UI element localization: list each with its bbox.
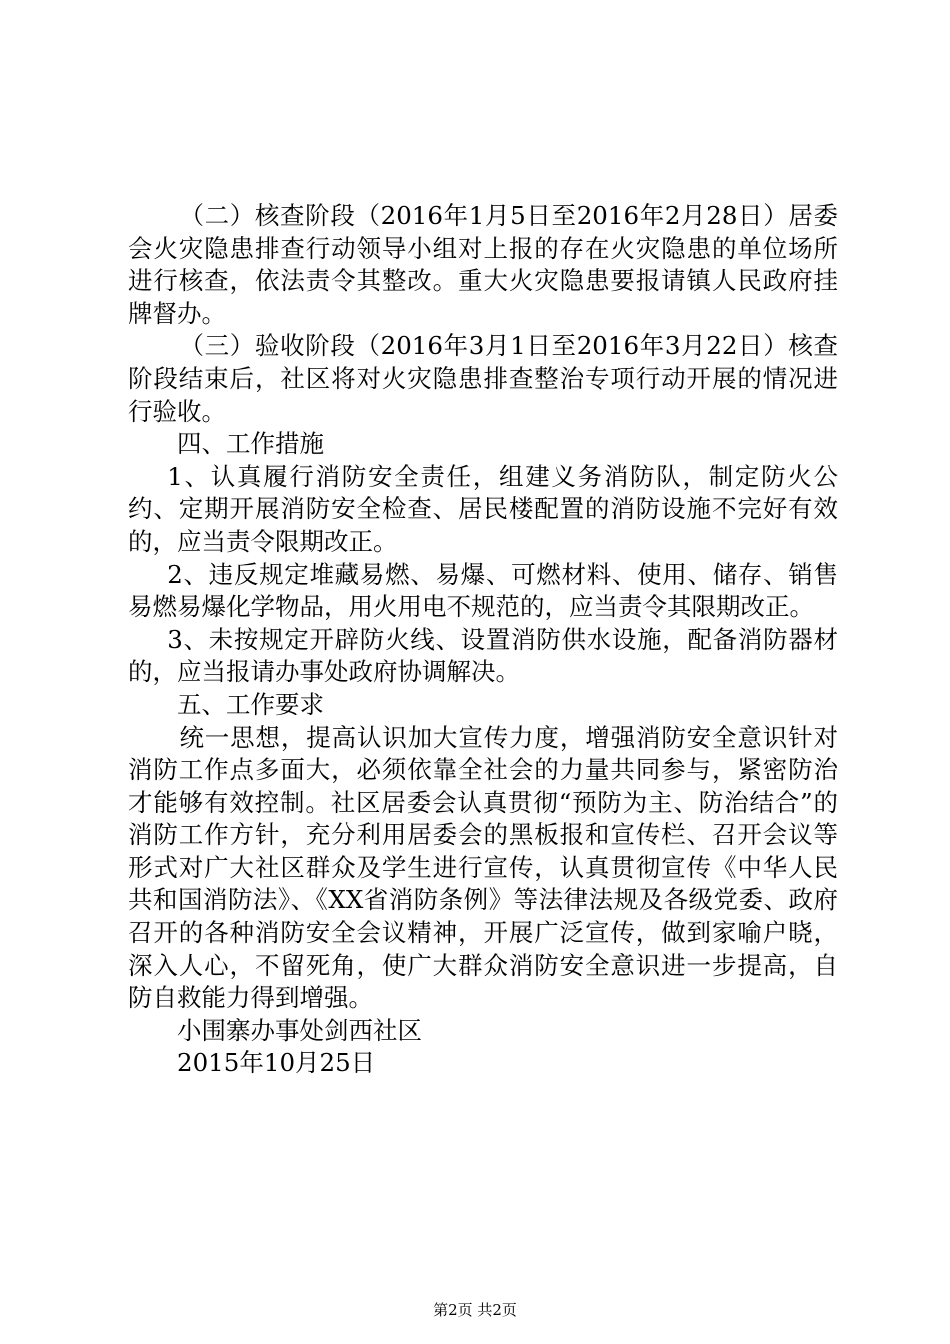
- paragraph-measure-3: 3、未按规定开辟防火线、设置消防供水设施，配备消防器材的，应当报请办事处政府协调解决。: [128, 624, 838, 687]
- signature-organization: 小围寨办事处剑西社区: [177, 1015, 422, 1045]
- signature-date: 2015年10月25日: [177, 1048, 376, 1078]
- paragraph-requirement: 统一思想，提高认识加大宣传力度，增强消防安全意识针对消防工作点多面大，必须依靠全社会的力量共同参与，紧密防治才能够有效控制。社区居委会认真贯彻“预防为主、防治结合”的消防工作方针，充分利用居委会的黑板报和宣传栏、召开会议等形式对广大社区群众及学生进行宣传，认真贯彻宣传《中华人民共和国消防法》、《XX省消防条例》等法律法规及各级党委、政府召开的各种消防安全会议精神，开展广泛宣传，做到家喻户晓，深入人心，不留死角，使广大群众消防安全意识进一步提高，自防自救能力得到增强。: [128, 722, 838, 1013]
- heading-work-measures: 四、工作措施: [177, 429, 324, 459]
- heading-work-requirements: 五、工作要求: [177, 689, 324, 719]
- paragraph-stage-3: （三）验收阶段（2016年3月1日至2016年3月22日）核查阶段结束后，社区将对火灾隐患排查整治专项行动开展的情况进行验收。: [128, 331, 838, 426]
- paragraph-stage-2: （二）核查阶段（2016年1月5日至2016年2月28日）居委会火灾隐患排查行动领导小组对上报的存在火灾隐患的单位场所进行核查，依法责令其整改。重大火灾隐患要报请镇人民政府挂牌督办。: [128, 201, 838, 328]
- paragraph-measure-1: 1、认真履行消防安全责任，组建义务消防队，制定防火公约、定期开展消防安全检查、居民楼配置的消防设施不完好有效的，应当责令限期改正。: [128, 461, 838, 556]
- document-body: [128, 200, 838, 1080]
- paragraph-measure-2: 2、违反规定堆藏易燃、易爆、可燃材料、使用、储存、销售易燃易爆化学物品，用火用电不规范的，应当责令其限期改正。: [128, 559, 838, 622]
- page-number-footer: 第2页 共2页: [433, 1301, 517, 1319]
